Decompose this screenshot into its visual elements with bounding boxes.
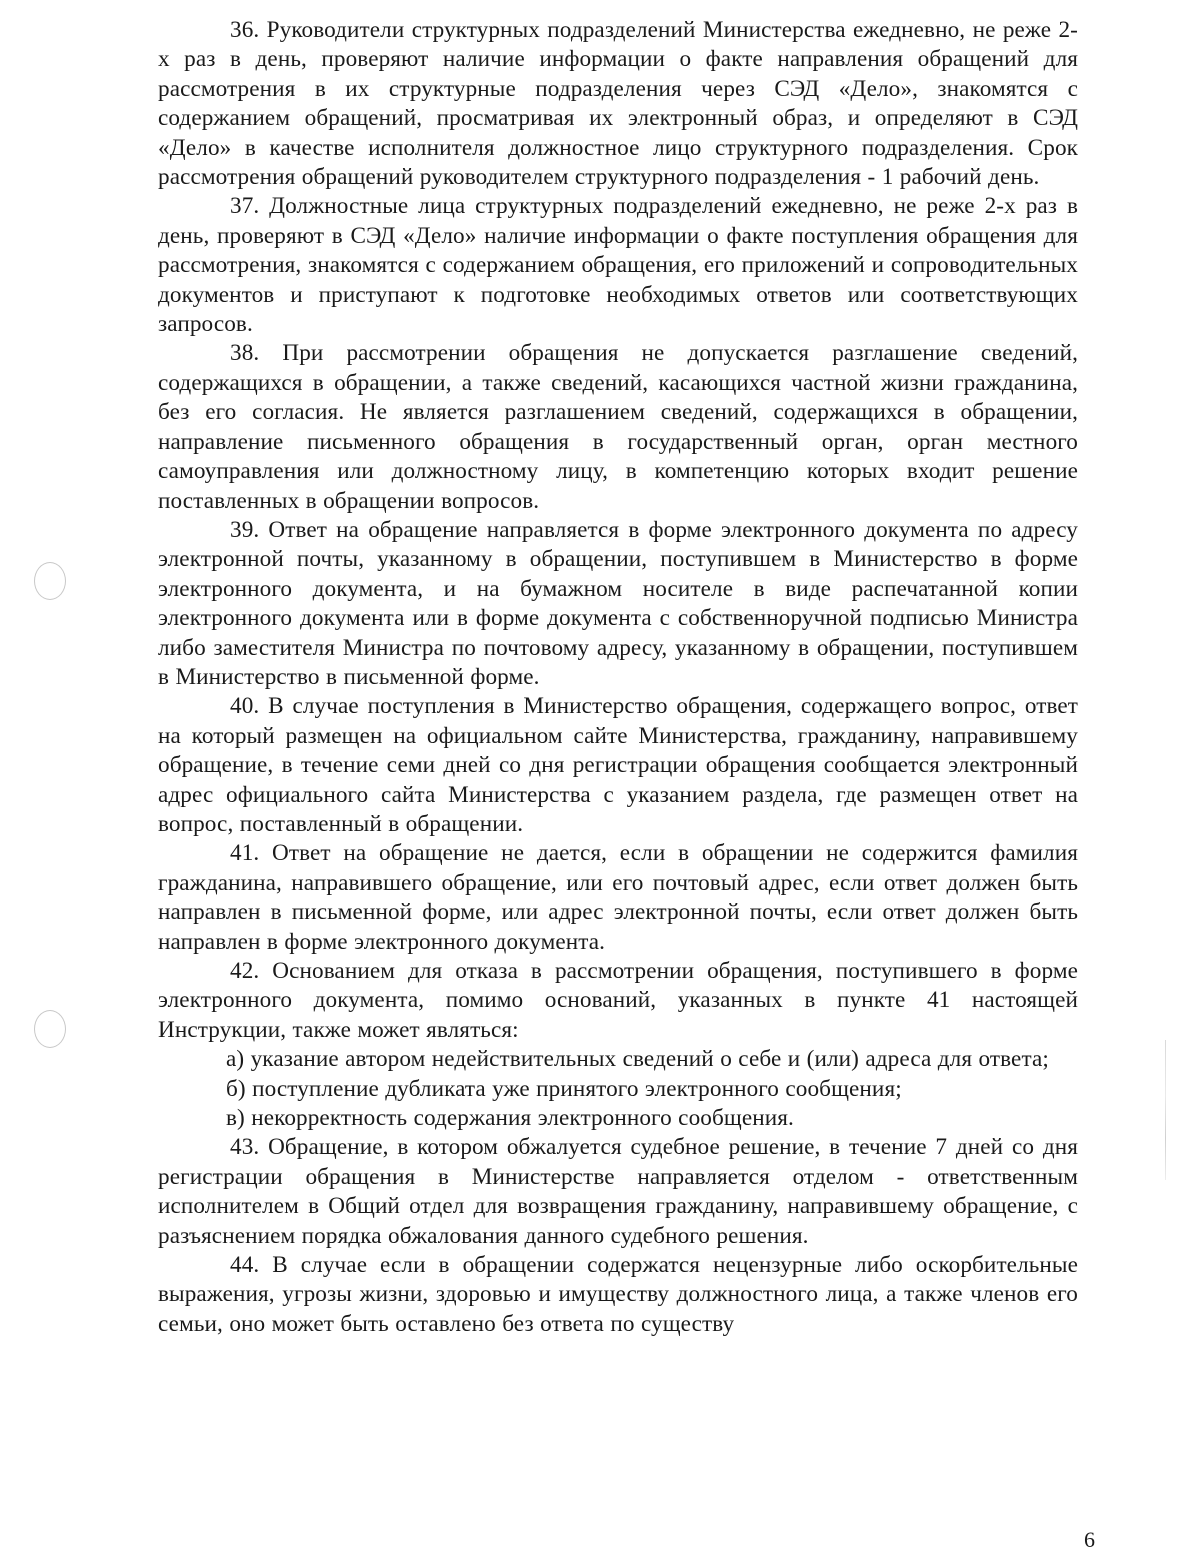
paragraph-38: 38. При рассмотрении обращения не допускается разглашение сведений, содержащихся в обращении, а также сведений, касающихся частной жизни гражданина, без его согласия. Не является разглашением сведений, содержащихся в обращении, направление письменного обращения в государственный орган, орган местного самоуправления или должностному лицу, в компетенцию которых входит решение поставленных в обращении вопросов. [158,340,1078,514]
paragraph-42-item-a: а) указание автором недействительных сведений о себе и (или) адреса для ответа; [226,1046,1049,1073]
punch-hole [34,1010,66,1048]
paragraph-39: 39. Ответ на обращение направляется в форме электронного документа по адресу электронной почты, указанному в обращении, поступившем в Министерство в форме электронного документа, и на бумажном носителе в виде распечатанной копии электронного документа или в форме документа с собственноручной подписью Министра либо заместителя Министра по почтовому адресу, указанному в обращении, поступившем в Министерство в письменной форме. [158,516,1078,690]
paragraph-40: 40. В случае поступления в Министерство обращения, содержащего вопрос, ответ на который размещен на официальном сайте Министерства, гражданину, направившему обращение, в течение семи дней со дня регистрации обращения сообщается электронный адрес официального сайта Министерства с указанием раздела, где размещен ответ на вопрос, поставленный в обращении. [158,693,1078,837]
paragraph-43: 43. Обращение, в котором обжалуется судебное решение, в течение 7 дней со дня регистрации обращения в Министерстве направляется отделом - ответственным исполнителем в Общий отдел для возвращения гражданину, направившему обращение, с разъяснением порядка обжалования данного судебного решения. [158,1134,1078,1249]
paragraph-36: 36. Руководители структурных подразделений Министерства ежедневно, не реже 2-х раз в день, проверяют наличие информации о факте направления обращений для рассмотрения в их структурные подразделения через СЭД «Дело», знакомятся с содержанием обращений, просматривая их электронный образ, и определяют в СЭД «Дело» в качестве исполнителя должностное лицо структурного подразделения. Срок рассмотрения обращений руководителем структурного подразделения - 1 рабочий день. [158,17,1078,191]
page-number: 6 [1084,1527,1095,1552]
document-page [158,16,1078,1496]
paragraph-41: 41. Ответ на обращение не дается, если в обращении не содержится фамилия гражданина, направившего обращение, или его почтовый адрес, если ответ должен быть направлен в письменной форме, или адрес электронной почты, если ответ должен быть направлен в форме электронного документа. [158,840,1078,955]
paragraph-42-item-c: в) некорректность содержания электронного сообщения. [226,1105,794,1132]
paragraph-42: 42. Основанием для отказа в рассмотрении обращения, поступившего в форме электронного документа, помимо оснований, указанных в пункте 41 настоящей Инструкции, также может являться: [158,958,1078,1043]
paragraph-37: 37. Должностные лица структурных подразделений ежедневно, не реже 2-х раз в день, проверяют в СЭД «Дело» наличие информации о факте поступления обращения для рассмотрения, знакомятся с содержанием обращения, его приложений и сопроводительных документов и приступают к подготовке необходимых ответов или соответствующих запросов. [158,193,1078,338]
scan-edge-mark [1165,1040,1166,1180]
punch-hole [34,562,66,600]
paragraph-44: 44. В случае если в обращении содержатся нецензурные либо оскорбительные выражения, угрозы жизни, здоровью и имуществу должностного лица, а также членов его семьи, оно может быть оставлено без ответа по существу [158,1252,1078,1337]
paragraph-42-item-b: б) поступление дубликата уже принятого электронного сообщения; [226,1075,902,1102]
